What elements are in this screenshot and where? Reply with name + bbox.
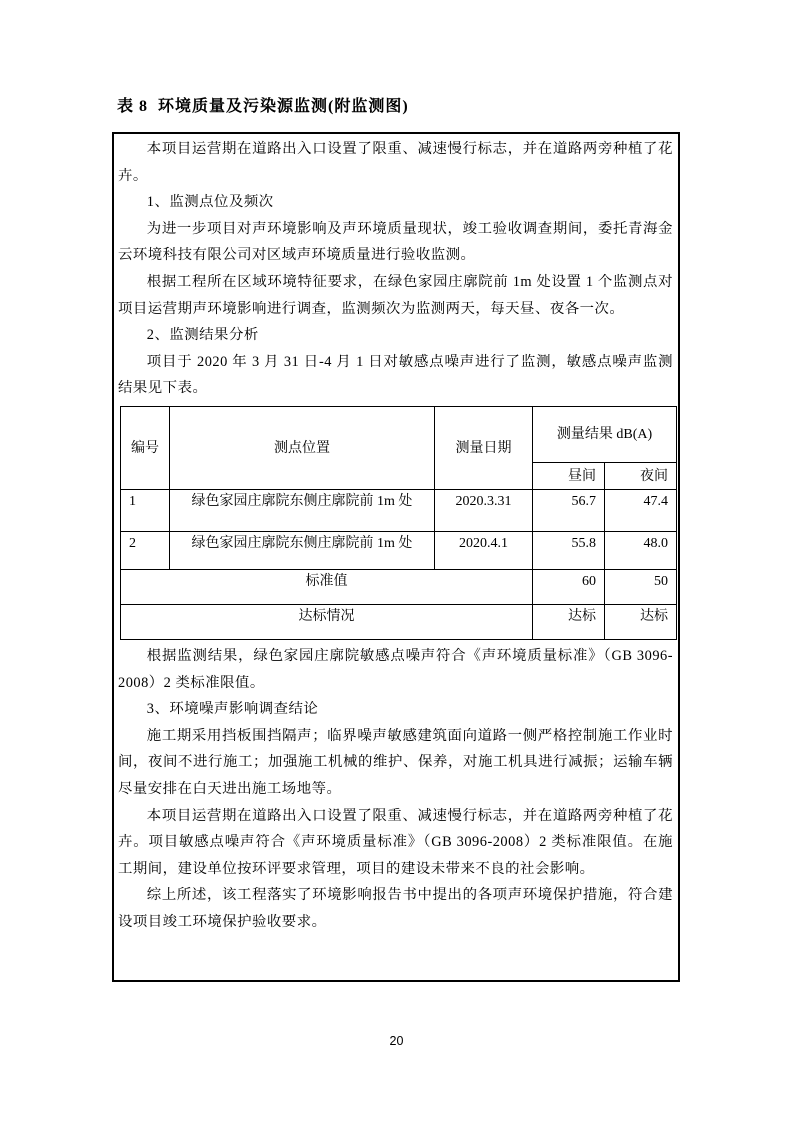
cell-compliance-night: 达标 <box>605 604 677 639</box>
paragraph-operation-signs: 本项目运营期在道路出入口设置了限重、减速慢行标志，并在道路两旁种植了花卉。 <box>118 141 673 184</box>
col-header-night: 夜间 <box>605 462 677 489</box>
paragraph-monitoring-point: 根据工程所在区域环境特征要求，在绿色家园庄廓院前 1m 处设置 1 个监测点对项目运营期声环境影响进行调查，监测频次为监测两天，每天昼、夜各一次。 <box>118 273 673 317</box>
standard-value-row <box>121 569 677 604</box>
table-header-row <box>121 406 677 462</box>
paragraph-result-conclusion: 根据监测结果，绿色家园庄廓院敏感点噪声符合《声环境质量标准》（GB 3096-2008）2 类标准限值。 <box>118 647 673 691</box>
cell-row2-day: 55.8 <box>533 531 605 569</box>
section-1-heading: 1、监测点位及频次 <box>146 194 274 211</box>
col-header-result: 测量结果 dB(A) <box>533 406 677 462</box>
cell-compliance-day: 达标 <box>533 604 605 639</box>
cell-standard-night: 50 <box>605 569 677 604</box>
cell-row1-night: 47.4 <box>605 489 677 531</box>
cell-row2-location: 绿色家园庄廓院东侧庄廓院前 1m 处 <box>170 531 435 569</box>
cell-standard-label: 标准值 <box>121 569 533 604</box>
col-header-id: 编号 <box>121 406 170 489</box>
cell-row1-id: 1 <box>121 489 170 531</box>
cell-row1-date: 2020.3.31 <box>435 489 533 531</box>
cell-compliance-label: 达标情况 <box>121 604 533 639</box>
col-header-date: 测量日期 <box>435 406 533 489</box>
cell-row2-night: 48.0 <box>605 531 677 569</box>
paragraph-construction-measures: 施工期采用挡板围挡隔声；临界噪声敏感建筑面向道路一侧严格控制施工作业时间，夜间不进行施工；加强施工机械的维护、保养，对施工机具进行减振；运输车辆尽量安排在白天进出施工场地等。 <box>118 727 673 797</box>
section-3-heading: 3、环境噪声影响调查结论 <box>146 701 319 718</box>
cell-row1-location: 绿色家园庄廓院东侧庄廓院前 1m 处 <box>170 489 435 531</box>
cell-standard-day: 60 <box>533 569 605 604</box>
paragraph-final-conclusion: 综上所述，该工程落实了环境影响报告书中提出的各项声环境保护措施，符合建设项目竣工环境保护验收要求。 <box>118 887 673 930</box>
col-header-day: 昼间 <box>533 462 605 489</box>
page-number: 20 <box>389 1034 404 1048</box>
paragraph-operation-summary: 本项目运营期在道路出入口设置了限重、减速慢行标志，并在道路两旁种植了花卉。项目敏感点噪声符合《声环境质量标准》（GB 3096-2008）2 类标准限值。在施工期间，建设单位按环评要求管理，项目的建设未带来不良的社会影响。 <box>118 807 673 877</box>
section-2-heading: 2、监测结果分析 <box>146 327 259 344</box>
compliance-row <box>121 604 677 639</box>
noise-monitoring-table <box>120 406 677 640</box>
page-title: 表 8 环境质量及污染源监测(附监测图) <box>117 98 409 115</box>
table-row <box>121 489 677 531</box>
paragraph-monitoring-dates: 项目于 2020 年 3 月 31 日-4 月 1 日对敏感点噪声进行了监测，敏感点噪声监测结果见下表。 <box>118 353 673 397</box>
cell-row2-id: 2 <box>121 531 170 569</box>
table-row <box>121 531 677 569</box>
paragraph-commission: 为进一步项目对声环境影响及声环境质量现状，竣工验收调查期间，委托青海金云环境科技有限公司对区域声环境质量进行验收监测。 <box>118 220 673 264</box>
content-box <box>112 132 680 982</box>
cell-row2-date: 2020.4.1 <box>435 531 533 569</box>
cell-row1-day: 56.7 <box>533 489 605 531</box>
col-header-location: 测点位置 <box>170 406 435 489</box>
